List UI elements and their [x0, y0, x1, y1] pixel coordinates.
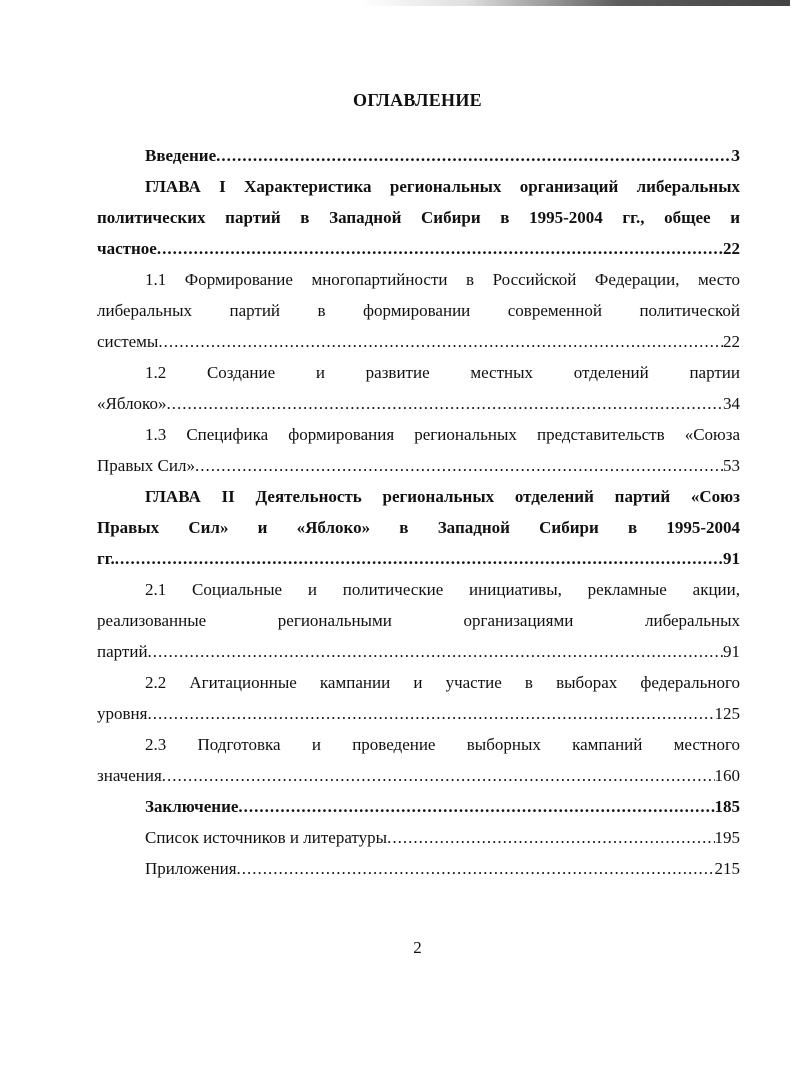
toc-page-number: 34 [723, 394, 740, 413]
toc-page-number: 91 [723, 549, 740, 568]
toc-page-number: 22 [723, 332, 740, 351]
toc-page-number: 125 [714, 704, 740, 723]
table-of-contents [97, 140, 740, 884]
leader-dots [195, 450, 723, 481]
toc-page-number: 53 [723, 456, 740, 475]
toc-entry-line: реализованные региональными организациями либеральных [97, 611, 740, 630]
toc-entry-2-2[interactable] [97, 667, 740, 729]
leader-dots [147, 698, 714, 729]
toc-page-number: 22 [723, 239, 740, 258]
toc-entry-line: 2.2 Агитационные кампании и участие в выборах федерального [145, 673, 740, 692]
toc-entry-1-2[interactable] [97, 357, 740, 419]
toc-entry-label: Приложения [145, 859, 237, 878]
toc-entry-appendix[interactable] [97, 853, 740, 884]
toc-entry-line: либеральных партий в формировании современной политической [97, 301, 740, 320]
toc-entry-line: 2.1 Социальные и политические инициативы, рекламные акции, [145, 580, 740, 599]
toc-page-number: 195 [714, 828, 740, 847]
leader-dots [387, 822, 714, 853]
leader-dots [158, 326, 723, 357]
toc-entry-line: Правых Сил» и «Яблоко» в Западной Сибири в 1995-2004 [97, 518, 740, 537]
toc-entry-line: ГЛАВА II Деятельность региональных отделений партий «Союз [145, 487, 740, 506]
leader-dots [157, 233, 723, 264]
toc-page-number: 215 [714, 859, 740, 878]
toc-entry-line: 2.3 Подготовка и проведение выборных кампаний местного [145, 735, 740, 754]
toc-page-number: 3 [731, 146, 740, 165]
toc-page-number: 91 [723, 642, 740, 661]
toc-entry-label: частное [97, 239, 157, 258]
leader-dots [148, 636, 723, 667]
toc-entry-1-3[interactable] [97, 419, 740, 481]
toc-entry-2-3[interactable] [97, 729, 740, 791]
toc-entry-sources[interactable] [97, 822, 740, 853]
toc-entry-line: политических партий в Западной Сибири в 1995-2004 гг., общее и [97, 208, 740, 227]
leader-dots [115, 543, 723, 574]
toc-entry-label: «Яблоко» [97, 394, 167, 413]
leader-dots [166, 388, 723, 419]
toc-entry-conclusion[interactable] [97, 791, 740, 822]
toc-entry-label: Заключение [145, 797, 239, 816]
toc-entry-line: 1.3 Специфика формирования региональных представительств «Союза [145, 425, 740, 444]
toc-entry-1-1[interactable] [97, 264, 740, 357]
scan-artifact [360, 0, 790, 6]
toc-entry-label: партий [97, 642, 148, 661]
toc-entry-label: гг. [97, 549, 115, 568]
toc-entry-line: 1.2 Создание и развитие местных отделений партии [145, 363, 740, 382]
toc-entry-chapter-1[interactable] [97, 171, 740, 264]
page-title: ОГЛАВЛЕНИЕ [353, 90, 482, 110]
page-number: 2 [413, 938, 422, 957]
leader-dots [238, 791, 714, 822]
leader-dots [162, 760, 715, 791]
toc-page-number: 160 [714, 766, 740, 785]
toc-entry-intro[interactable] [97, 140, 740, 171]
toc-page-number: 185 [714, 797, 740, 816]
toc-entry-label: уровня [97, 704, 148, 723]
leader-dots [237, 853, 715, 884]
toc-entry-2-1[interactable] [97, 574, 740, 667]
toc-entry-line: 1.1 Формирование многопартийности в Российской Федерации, место [145, 270, 740, 289]
toc-entry-label: значения [97, 766, 162, 785]
toc-entry-line: ГЛАВА I Характеристика региональных организаций либеральных [145, 177, 740, 196]
toc-entry-label: системы [97, 332, 159, 351]
toc-entry-chapter-2[interactable] [97, 481, 740, 574]
toc-entry-label: Правых Сил» [97, 456, 195, 475]
toc-entry-label: Список источников и литературы [145, 828, 388, 847]
toc-entry-label: Введение [145, 146, 217, 165]
leader-dots [216, 140, 731, 171]
